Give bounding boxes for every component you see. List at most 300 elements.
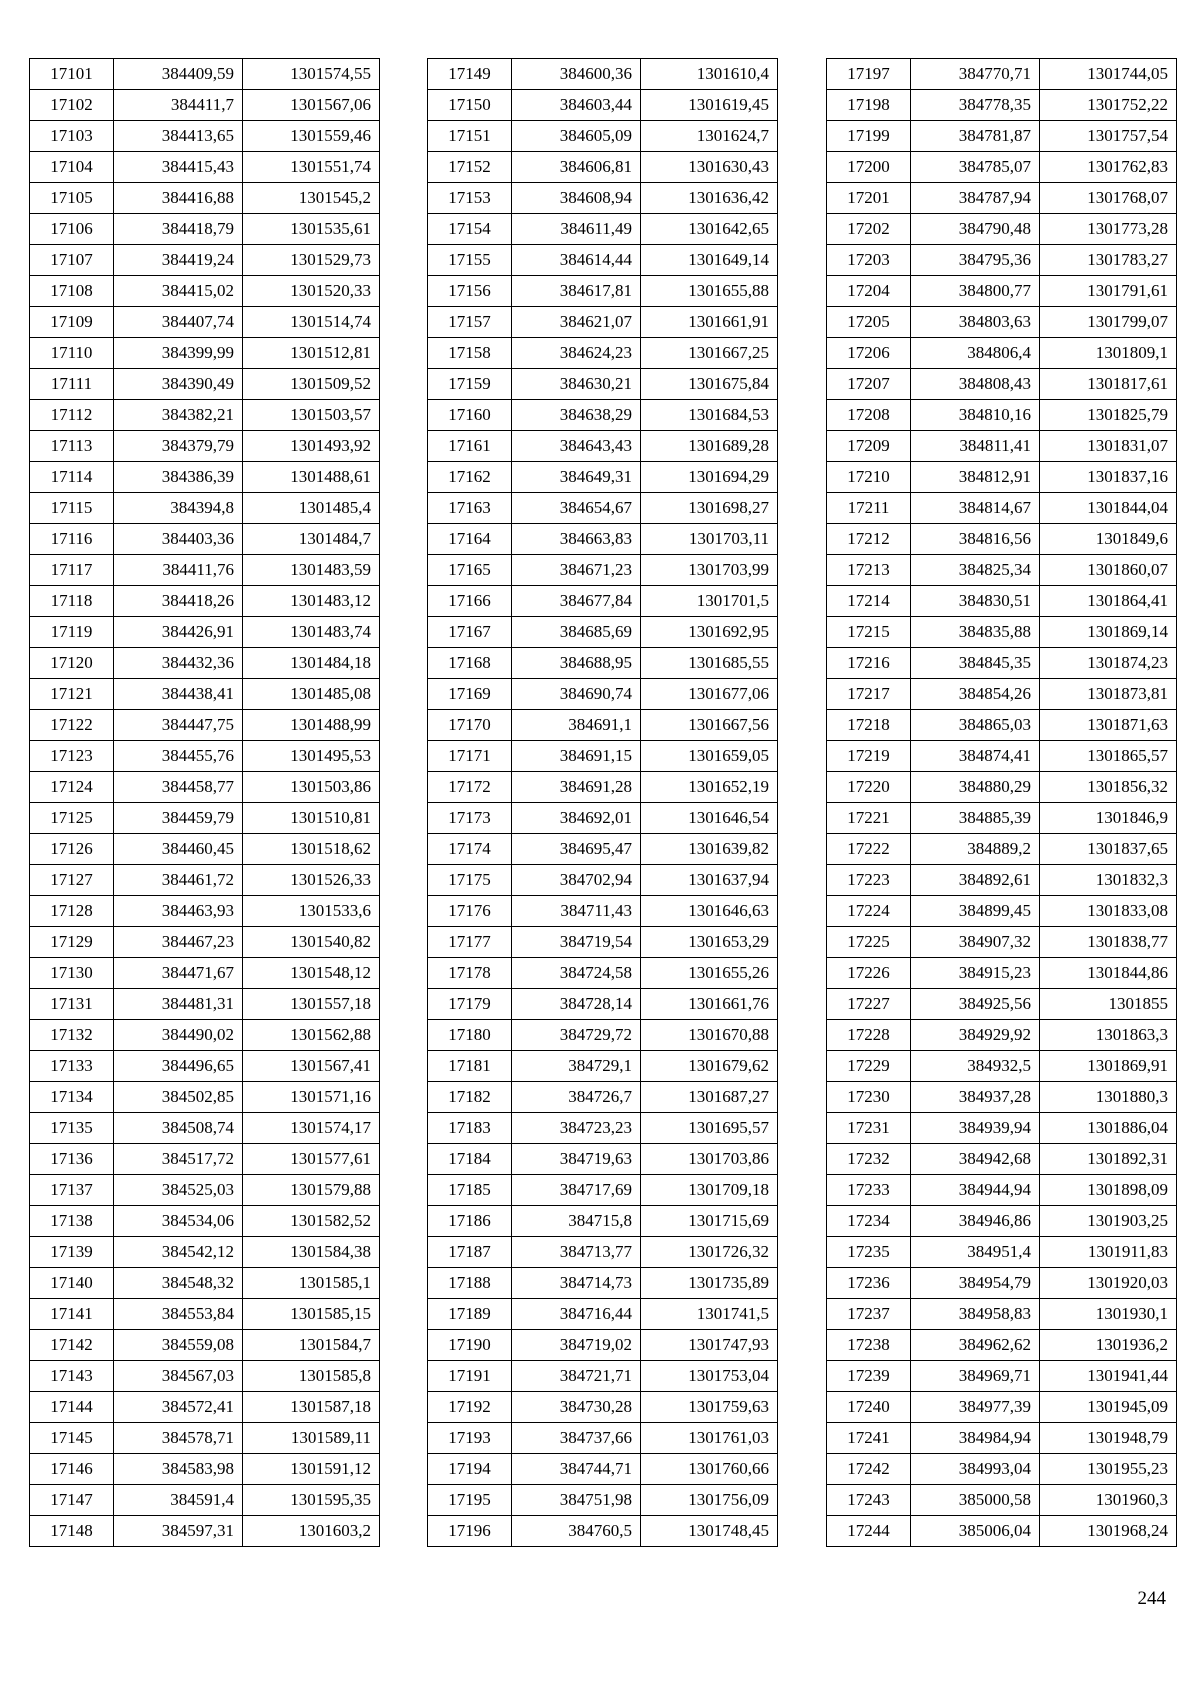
- table-row: [428, 1454, 778, 1485]
- y-coordinate-cell: 1301667,56: [641, 710, 778, 741]
- point-number-cell: 17161: [428, 431, 512, 462]
- x-coordinate-cell: 384835,88: [911, 617, 1040, 648]
- x-coordinate-cell: 384744,71: [512, 1454, 641, 1485]
- point-number-cell: 17239: [827, 1361, 911, 1392]
- y-coordinate-cell: 1301920,03: [1040, 1268, 1177, 1299]
- point-number-cell: 17131: [30, 989, 114, 1020]
- table-row: [30, 1020, 380, 1051]
- table-row: [428, 1268, 778, 1299]
- x-coordinate-cell: 384481,31: [114, 989, 243, 1020]
- table-row: [428, 245, 778, 276]
- table-row: [827, 896, 1177, 927]
- y-coordinate-cell: 1301726,32: [641, 1237, 778, 1268]
- y-coordinate-cell: 1301968,24: [1040, 1516, 1177, 1547]
- x-coordinate-cell: 384830,51: [911, 586, 1040, 617]
- point-number-cell: 17241: [827, 1423, 911, 1454]
- table-row: [827, 586, 1177, 617]
- table-row: [827, 121, 1177, 152]
- y-coordinate-cell: 1301637,94: [641, 865, 778, 896]
- x-coordinate-cell: 384977,39: [911, 1392, 1040, 1423]
- table-row: [827, 927, 1177, 958]
- table-row: [827, 183, 1177, 214]
- point-number-cell: 17199: [827, 121, 911, 152]
- table-row: [428, 741, 778, 772]
- table-row: [827, 152, 1177, 183]
- point-number-cell: 17112: [30, 400, 114, 431]
- y-coordinate-cell: 1301679,62: [641, 1051, 778, 1082]
- x-coordinate-cell: 384939,94: [911, 1113, 1040, 1144]
- y-coordinate-cell: 1301483,12: [243, 586, 380, 617]
- table-row: [827, 1237, 1177, 1268]
- y-coordinate-cell: 1301559,46: [243, 121, 380, 152]
- table-row: [428, 1299, 778, 1330]
- table-row: [30, 1237, 380, 1268]
- point-number-cell: 17198: [827, 90, 911, 121]
- y-coordinate-cell: 1301863,3: [1040, 1020, 1177, 1051]
- point-number-cell: 17152: [428, 152, 512, 183]
- table-row: [428, 1392, 778, 1423]
- x-coordinate-cell: 384729,72: [512, 1020, 641, 1051]
- y-coordinate-cell: 1301603,2: [243, 1516, 380, 1547]
- table-row: [30, 927, 380, 958]
- point-number-cell: 17191: [428, 1361, 512, 1392]
- point-number-cell: 17201: [827, 183, 911, 214]
- y-coordinate-cell: 1301695,57: [641, 1113, 778, 1144]
- x-coordinate-cell: 384548,32: [114, 1268, 243, 1299]
- x-coordinate-cell: 384597,31: [114, 1516, 243, 1547]
- point-number-cell: 17192: [428, 1392, 512, 1423]
- x-coordinate-cell: 384729,1: [512, 1051, 641, 1082]
- point-number-cell: 17215: [827, 617, 911, 648]
- x-coordinate-cell: 384711,43: [512, 896, 641, 927]
- x-coordinate-cell: 384944,94: [911, 1175, 1040, 1206]
- table-row: [827, 772, 1177, 803]
- y-coordinate-cell: 1301529,73: [243, 245, 380, 276]
- x-coordinate-cell: 384508,74: [114, 1113, 243, 1144]
- coordinate-table-3: [826, 58, 1177, 1547]
- x-coordinate-cell: 384962,62: [911, 1330, 1040, 1361]
- table-row: [827, 431, 1177, 462]
- y-coordinate-cell: 1301744,05: [1040, 59, 1177, 90]
- point-number-cell: 17207: [827, 369, 911, 400]
- table-row: [827, 1144, 1177, 1175]
- x-coordinate-cell: 384559,08: [114, 1330, 243, 1361]
- x-coordinate-cell: 384415,02: [114, 276, 243, 307]
- y-coordinate-cell: 1301698,27: [641, 493, 778, 524]
- table-row: [827, 276, 1177, 307]
- table-row: [428, 1206, 778, 1237]
- y-coordinate-cell: 1301557,18: [243, 989, 380, 1020]
- x-coordinate-cell: 384719,54: [512, 927, 641, 958]
- x-coordinate-cell: 384567,03: [114, 1361, 243, 1392]
- coordinate-table-1: [29, 58, 380, 1547]
- y-coordinate-cell: 1301649,14: [641, 245, 778, 276]
- y-coordinate-cell: 1301495,53: [243, 741, 380, 772]
- table-row: [30, 555, 380, 586]
- x-coordinate-cell: 384751,98: [512, 1485, 641, 1516]
- point-number-cell: 17165: [428, 555, 512, 586]
- point-number-cell: 17243: [827, 1485, 911, 1516]
- x-coordinate-cell: 384958,83: [911, 1299, 1040, 1330]
- x-coordinate-cell: 384463,93: [114, 896, 243, 927]
- y-coordinate-cell: 1301757,54: [1040, 121, 1177, 152]
- x-coordinate-cell: 384415,43: [114, 152, 243, 183]
- y-coordinate-cell: 1301503,57: [243, 400, 380, 431]
- x-coordinate-cell: 384534,06: [114, 1206, 243, 1237]
- table-row: [428, 865, 778, 896]
- y-coordinate-cell: 1301659,05: [641, 741, 778, 772]
- point-number-cell: 17155: [428, 245, 512, 276]
- y-coordinate-cell: 1301624,7: [641, 121, 778, 152]
- x-coordinate-cell: 384702,94: [512, 865, 641, 896]
- table-row: [428, 555, 778, 586]
- y-coordinate-cell: 1301684,53: [641, 400, 778, 431]
- table-row: [30, 431, 380, 462]
- point-number-cell: 17183: [428, 1113, 512, 1144]
- point-number-cell: 17182: [428, 1082, 512, 1113]
- x-coordinate-cell: 384685,69: [512, 617, 641, 648]
- table-row: [428, 276, 778, 307]
- table-row: [428, 90, 778, 121]
- x-coordinate-cell: 384502,85: [114, 1082, 243, 1113]
- table-row: [827, 1361, 1177, 1392]
- y-coordinate-cell: 1301667,25: [641, 338, 778, 369]
- point-number-cell: 17153: [428, 183, 512, 214]
- x-coordinate-cell: 384438,41: [114, 679, 243, 710]
- point-number-cell: 17190: [428, 1330, 512, 1361]
- y-coordinate-cell: 1301761,03: [641, 1423, 778, 1454]
- y-coordinate-cell: 1301960,3: [1040, 1485, 1177, 1516]
- x-coordinate-cell: 384572,41: [114, 1392, 243, 1423]
- x-coordinate-cell: 384553,84: [114, 1299, 243, 1330]
- y-coordinate-cell: 1301652,19: [641, 772, 778, 803]
- point-number-cell: 17187: [428, 1237, 512, 1268]
- x-coordinate-cell: 384638,29: [512, 400, 641, 431]
- y-coordinate-cell: 1301838,77: [1040, 927, 1177, 958]
- point-number-cell: 17175: [428, 865, 512, 896]
- point-number-cell: 17171: [428, 741, 512, 772]
- point-number-cell: 17126: [30, 834, 114, 865]
- table-row: [428, 1175, 778, 1206]
- x-coordinate-cell: 384811,41: [911, 431, 1040, 462]
- table-row: [30, 1454, 380, 1485]
- point-number-cell: 17151: [428, 121, 512, 152]
- point-number-cell: 17160: [428, 400, 512, 431]
- point-number-cell: 17240: [827, 1392, 911, 1423]
- y-coordinate-cell: 1301945,09: [1040, 1392, 1177, 1423]
- point-number-cell: 17206: [827, 338, 911, 369]
- point-number-cell: 17143: [30, 1361, 114, 1392]
- x-coordinate-cell: 384723,23: [512, 1113, 641, 1144]
- table-row: [30, 1330, 380, 1361]
- x-coordinate-cell: 384946,86: [911, 1206, 1040, 1237]
- x-coordinate-cell: 384816,56: [911, 524, 1040, 555]
- x-coordinate-cell: 384600,36: [512, 59, 641, 90]
- table-row: [30, 679, 380, 710]
- x-coordinate-cell: 384467,23: [114, 927, 243, 958]
- x-coordinate-cell: 384716,44: [512, 1299, 641, 1330]
- x-coordinate-cell: 384624,23: [512, 338, 641, 369]
- table-row: [30, 307, 380, 338]
- point-number-cell: 17115: [30, 493, 114, 524]
- x-coordinate-cell: 384461,72: [114, 865, 243, 896]
- y-coordinate-cell: 1301687,27: [641, 1082, 778, 1113]
- x-coordinate-cell: 384649,31: [512, 462, 641, 493]
- point-number-cell: 17119: [30, 617, 114, 648]
- x-coordinate-cell: 384721,71: [512, 1361, 641, 1392]
- y-coordinate-cell: 1301703,99: [641, 555, 778, 586]
- table-row: [428, 214, 778, 245]
- y-coordinate-cell: 1301610,4: [641, 59, 778, 90]
- point-number-cell: 17170: [428, 710, 512, 741]
- point-number-cell: 17185: [428, 1175, 512, 1206]
- table-row: [30, 865, 380, 896]
- x-coordinate-cell: 384795,36: [911, 245, 1040, 276]
- x-coordinate-cell: 384413,65: [114, 121, 243, 152]
- x-coordinate-cell: 384790,48: [911, 214, 1040, 245]
- point-number-cell: 17238: [827, 1330, 911, 1361]
- x-coordinate-cell: 384810,16: [911, 400, 1040, 431]
- table-row: [827, 958, 1177, 989]
- coordinate-table-2: [427, 58, 778, 1547]
- table-row: [30, 648, 380, 679]
- table-row: [827, 1051, 1177, 1082]
- table-row: [827, 1423, 1177, 1454]
- table-row: [827, 1175, 1177, 1206]
- y-coordinate-cell: 1301694,29: [641, 462, 778, 493]
- x-coordinate-cell: 384447,75: [114, 710, 243, 741]
- table-row: [30, 369, 380, 400]
- y-coordinate-cell: 1301493,92: [243, 431, 380, 462]
- point-number-cell: 17194: [428, 1454, 512, 1485]
- point-number-cell: 17200: [827, 152, 911, 183]
- x-coordinate-cell: 384969,71: [911, 1361, 1040, 1392]
- point-number-cell: 17156: [428, 276, 512, 307]
- y-coordinate-cell: 1301709,18: [641, 1175, 778, 1206]
- point-number-cell: 17106: [30, 214, 114, 245]
- point-number-cell: 17173: [428, 803, 512, 834]
- point-number-cell: 17105: [30, 183, 114, 214]
- table-row: [827, 803, 1177, 834]
- table-row: [30, 772, 380, 803]
- table-row: [428, 896, 778, 927]
- point-number-cell: 17118: [30, 586, 114, 617]
- table-row: [30, 1082, 380, 1113]
- table-row: [827, 834, 1177, 865]
- y-coordinate-cell: 1301856,32: [1040, 772, 1177, 803]
- point-number-cell: 17231: [827, 1113, 911, 1144]
- table-row: [30, 1206, 380, 1237]
- point-number-cell: 17232: [827, 1144, 911, 1175]
- point-number-cell: 17186: [428, 1206, 512, 1237]
- y-coordinate-cell: 1301911,83: [1040, 1237, 1177, 1268]
- y-coordinate-cell: 1301646,63: [641, 896, 778, 927]
- x-coordinate-cell: 384724,58: [512, 958, 641, 989]
- table-row: [827, 59, 1177, 90]
- y-coordinate-cell: 1301865,57: [1040, 741, 1177, 772]
- table-row: [30, 59, 380, 90]
- y-coordinate-cell: 1301483,59: [243, 555, 380, 586]
- y-coordinate-cell: 1301880,3: [1040, 1082, 1177, 1113]
- y-coordinate-cell: 1301579,88: [243, 1175, 380, 1206]
- point-number-cell: 17101: [30, 59, 114, 90]
- point-number-cell: 17196: [428, 1516, 512, 1547]
- x-coordinate-cell: 384591,4: [114, 1485, 243, 1516]
- point-number-cell: 17202: [827, 214, 911, 245]
- table-row: [428, 958, 778, 989]
- y-coordinate-cell: 1301760,66: [641, 1454, 778, 1485]
- y-coordinate-cell: 1301562,88: [243, 1020, 380, 1051]
- x-coordinate-cell: 384937,28: [911, 1082, 1040, 1113]
- table-row: [30, 462, 380, 493]
- point-number-cell: 17157: [428, 307, 512, 338]
- y-coordinate-cell: 1301735,89: [641, 1268, 778, 1299]
- y-coordinate-cell: 1301703,11: [641, 524, 778, 555]
- point-number-cell: 17178: [428, 958, 512, 989]
- table-row: [827, 1299, 1177, 1330]
- x-coordinate-cell: 384726,7: [512, 1082, 641, 1113]
- point-number-cell: 17211: [827, 493, 911, 524]
- x-coordinate-cell: 384471,67: [114, 958, 243, 989]
- point-number-cell: 17204: [827, 276, 911, 307]
- table-row: [827, 1516, 1177, 1547]
- y-coordinate-cell: 1301488,61: [243, 462, 380, 493]
- y-coordinate-cell: 1301759,63: [641, 1392, 778, 1423]
- table-row: [827, 679, 1177, 710]
- table-row: [30, 276, 380, 307]
- y-coordinate-cell: 1301756,09: [641, 1485, 778, 1516]
- x-coordinate-cell: 384419,24: [114, 245, 243, 276]
- table-row: [827, 710, 1177, 741]
- point-number-cell: 17123: [30, 741, 114, 772]
- y-coordinate-cell: 1301577,61: [243, 1144, 380, 1175]
- point-number-cell: 17144: [30, 1392, 114, 1423]
- table-row: [428, 1113, 778, 1144]
- x-coordinate-cell: 384411,76: [114, 555, 243, 586]
- table-row: [827, 1020, 1177, 1051]
- point-number-cell: 17167: [428, 617, 512, 648]
- x-coordinate-cell: 384490,02: [114, 1020, 243, 1051]
- y-coordinate-cell: 1301585,8: [243, 1361, 380, 1392]
- y-coordinate-cell: 1301485,4: [243, 493, 380, 524]
- y-coordinate-cell: 1301655,88: [641, 276, 778, 307]
- y-coordinate-cell: 1301484,18: [243, 648, 380, 679]
- y-coordinate-cell: 1301825,79: [1040, 400, 1177, 431]
- point-number-cell: 17222: [827, 834, 911, 865]
- y-coordinate-cell: 1301548,12: [243, 958, 380, 989]
- point-number-cell: 17139: [30, 1237, 114, 1268]
- x-coordinate-cell: 384951,4: [911, 1237, 1040, 1268]
- y-coordinate-cell: 1301567,41: [243, 1051, 380, 1082]
- table-row: [827, 617, 1177, 648]
- point-number-cell: 17163: [428, 493, 512, 524]
- y-coordinate-cell: 1301574,17: [243, 1113, 380, 1144]
- y-coordinate-cell: 1301855: [1040, 989, 1177, 1020]
- y-coordinate-cell: 1301752,22: [1040, 90, 1177, 121]
- point-number-cell: 17102: [30, 90, 114, 121]
- x-coordinate-cell: 384379,79: [114, 431, 243, 462]
- x-coordinate-cell: 384630,21: [512, 369, 641, 400]
- x-coordinate-cell: 384806,4: [911, 338, 1040, 369]
- point-number-cell: 17103: [30, 121, 114, 152]
- table-row: [827, 555, 1177, 586]
- y-coordinate-cell: 1301484,7: [243, 524, 380, 555]
- x-coordinate-cell: 384578,71: [114, 1423, 243, 1454]
- table-row: [428, 183, 778, 214]
- table-row: [428, 1237, 778, 1268]
- point-number-cell: 17176: [428, 896, 512, 927]
- point-number-cell: 17138: [30, 1206, 114, 1237]
- table-row: [827, 462, 1177, 493]
- x-coordinate-cell: 384737,66: [512, 1423, 641, 1454]
- x-coordinate-cell: 384845,35: [911, 648, 1040, 679]
- point-number-cell: 17108: [30, 276, 114, 307]
- point-number-cell: 17210: [827, 462, 911, 493]
- table-row: [827, 1206, 1177, 1237]
- point-number-cell: 17181: [428, 1051, 512, 1082]
- table-row: [428, 1485, 778, 1516]
- x-coordinate-cell: 384929,92: [911, 1020, 1040, 1051]
- y-coordinate-cell: 1301488,99: [243, 710, 380, 741]
- y-coordinate-cell: 1301630,43: [641, 152, 778, 183]
- x-coordinate-cell: 384394,8: [114, 493, 243, 524]
- point-number-cell: 17130: [30, 958, 114, 989]
- x-coordinate-cell: 384691,28: [512, 772, 641, 803]
- table-row: [30, 214, 380, 245]
- point-number-cell: 17145: [30, 1423, 114, 1454]
- x-coordinate-cell: 384889,2: [911, 834, 1040, 865]
- point-number-cell: 17127: [30, 865, 114, 896]
- x-coordinate-cell: 384800,77: [911, 276, 1040, 307]
- y-coordinate-cell: 1301833,08: [1040, 896, 1177, 927]
- y-coordinate-cell: 1301661,76: [641, 989, 778, 1020]
- point-number-cell: 17235: [827, 1237, 911, 1268]
- y-coordinate-cell: 1301886,04: [1040, 1113, 1177, 1144]
- y-coordinate-cell: 1301831,07: [1040, 431, 1177, 462]
- x-coordinate-cell: 384695,47: [512, 834, 641, 865]
- point-number-cell: 17179: [428, 989, 512, 1020]
- y-coordinate-cell: 1301535,61: [243, 214, 380, 245]
- x-coordinate-cell: 384778,35: [911, 90, 1040, 121]
- x-coordinate-cell: 384671,23: [512, 555, 641, 586]
- x-coordinate-cell: 384409,59: [114, 59, 243, 90]
- table-row: [827, 369, 1177, 400]
- y-coordinate-cell: 1301540,82: [243, 927, 380, 958]
- y-coordinate-cell: 1301748,45: [641, 1516, 778, 1547]
- x-coordinate-cell: 384614,44: [512, 245, 641, 276]
- table-row: [30, 1268, 380, 1299]
- x-coordinate-cell: 384411,7: [114, 90, 243, 121]
- y-coordinate-cell: 1301551,74: [243, 152, 380, 183]
- x-coordinate-cell: 384781,87: [911, 121, 1040, 152]
- y-coordinate-cell: 1301567,06: [243, 90, 380, 121]
- table-row: [30, 90, 380, 121]
- x-coordinate-cell: 384663,83: [512, 524, 641, 555]
- point-number-cell: 17133: [30, 1051, 114, 1082]
- y-coordinate-cell: 1301512,81: [243, 338, 380, 369]
- y-coordinate-cell: 1301689,28: [641, 431, 778, 462]
- x-coordinate-cell: 384854,26: [911, 679, 1040, 710]
- point-number-cell: 17142: [30, 1330, 114, 1361]
- page-number: 244: [1137, 1588, 1166, 1609]
- x-coordinate-cell: 384517,72: [114, 1144, 243, 1175]
- table-row: [428, 1051, 778, 1082]
- y-coordinate-cell: 1301898,09: [1040, 1175, 1177, 1206]
- y-coordinate-cell: 1301503,86: [243, 772, 380, 803]
- x-coordinate-cell: 384812,91: [911, 462, 1040, 493]
- y-coordinate-cell: 1301741,5: [641, 1299, 778, 1330]
- point-number-cell: 17174: [428, 834, 512, 865]
